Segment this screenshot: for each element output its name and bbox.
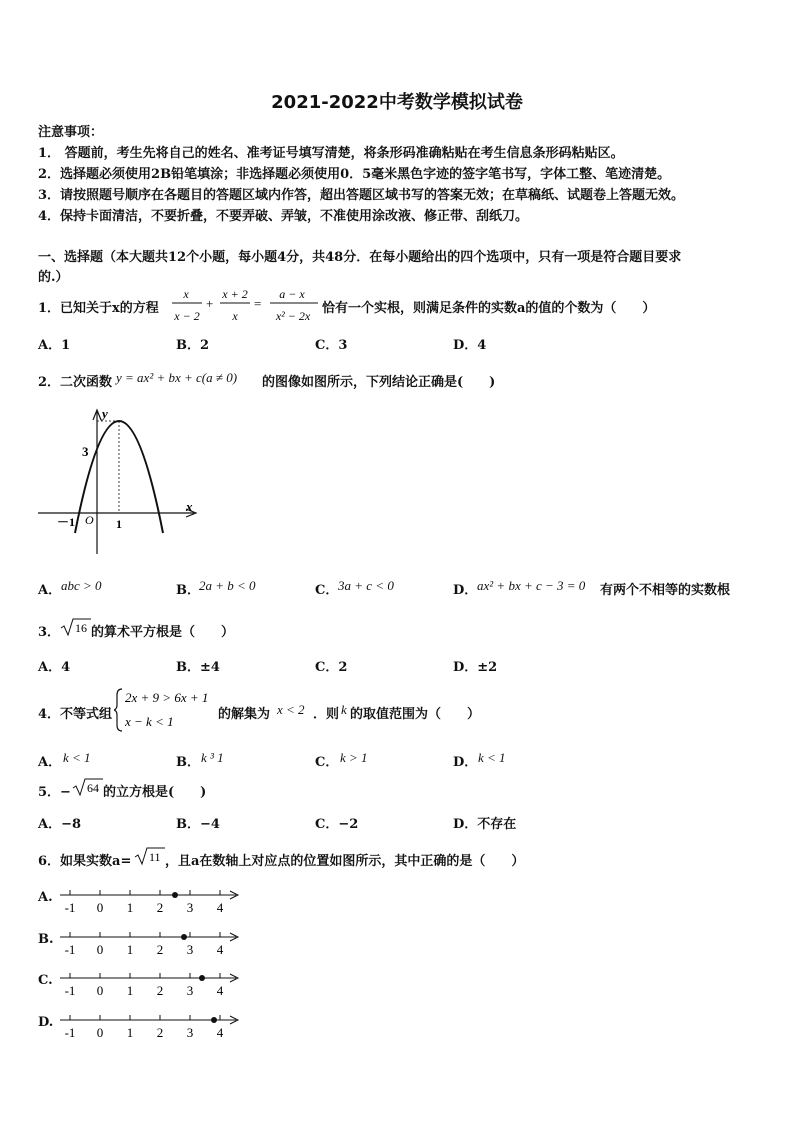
number-line-label: C. (38, 973, 53, 988)
q1-prefix: 1．已知关于x的方程 (38, 301, 159, 316)
number-line-tick-label: 0 (96, 942, 104, 957)
label-neg-one: －1 (57, 515, 76, 529)
q5-option-d: D．不存在 (453, 817, 517, 832)
number-line-tick-label: 3 (186, 900, 194, 915)
q4-option-b-label: B． (176, 755, 200, 770)
q4-middle: 的解集为 (218, 707, 271, 722)
number-line (60, 1010, 244, 1042)
q4-option-c-label: C． (315, 755, 339, 770)
number-line (60, 968, 244, 1000)
number-line-tick-label: 2 (156, 900, 164, 915)
number-line-tick-label: 4 (216, 1025, 224, 1040)
q2-option-b-label: B． (176, 583, 200, 598)
q1-equation (170, 284, 322, 328)
number-line-tick-label: 3 (186, 1025, 194, 1040)
y-label: y (102, 408, 108, 421)
number-line-tick-label: 3 (186, 983, 194, 998)
number-line-tick-label: -1 (64, 900, 76, 915)
q5-radicand: 64 (87, 781, 99, 795)
number-line-label: D. (38, 1015, 54, 1030)
q4-condition: x < 2 (277, 702, 305, 717)
q2-suffix: 的图像如图所示，下列结论正确是( ) (262, 375, 496, 390)
q4-option-d-expr: k < 1 (478, 750, 506, 765)
q4-k-variable: k (341, 702, 347, 717)
number-line-point (172, 892, 178, 898)
q2-formula: y = ax² + bx + c(a ≠ 0) (116, 370, 238, 385)
label-three: 3 (82, 444, 89, 459)
q2-option-c-label: C． (315, 583, 339, 598)
q2-option-b-expr: 2a + b < 0 (199, 578, 256, 593)
notice-item: 1． 答题前，考生先将自己的姓名、准考证号填写清楚，将条形码准确粘贴在考生信息条形码粘贴区。 (38, 146, 624, 161)
q1-option-c: C．3 (315, 338, 348, 353)
q4-line1: 2x + 9 > 6x + 1 (125, 690, 209, 705)
number-line-tick-label: 2 (156, 1025, 164, 1040)
q2-option-d-suffix: 有两个不相等的实数根 (600, 583, 731, 598)
number-line-point (181, 934, 187, 940)
number-line-tick-label: 0 (96, 900, 104, 915)
number-line-tick-label: 4 (216, 983, 224, 998)
q3-option-a: A．4 (38, 660, 71, 675)
number-line-tick-label: 1 (126, 1025, 134, 1040)
number-line-tick-label: 2 (156, 942, 164, 957)
q1-suffix: 恰有一个实根，则满足条件的实数a的值的个数为（ ） (322, 301, 656, 316)
notice-item: 2．选择题必须使用2B铅笔填涂；非选择题必须使用0．5毫米黑色字迹的签字笔书写，字体工整、笔迹清楚。 (38, 167, 671, 182)
number-line-tick-label: -1 (64, 983, 76, 998)
number-line-tick-label: 1 (126, 900, 134, 915)
q6-prefix: 6．如果实数a= (38, 854, 132, 869)
notice-item: 4．保持卡面清洁，不要折叠，不要弄破、弄皱，不准使用涂改液、修正带、刮纸刀。 (38, 209, 529, 224)
q1-frac1-num: x (183, 287, 189, 301)
q4-option-d-label: D． (453, 755, 478, 770)
section-heading-line2: 的.） (38, 270, 69, 285)
q2-option-a-expr: abc > 0 (61, 578, 102, 593)
q1-equals: = (254, 296, 262, 311)
number-line-tick-label: -1 (64, 1025, 76, 1040)
q5-radical (72, 777, 104, 797)
q4-prefix: 4．不等式组 (38, 707, 113, 722)
q1-option-b: B．2 (176, 338, 210, 353)
label-one: 1 (116, 517, 122, 531)
parabola-graph (36, 408, 200, 558)
q5-option-c: C．−2 (315, 817, 359, 832)
number-line-tick-label: -1 (64, 942, 76, 957)
q6-radical (134, 846, 166, 866)
number-line-tick-label: 0 (96, 1025, 104, 1040)
number-line-tick-label: 1 (126, 942, 134, 957)
q2-option-d-expr: ax² + bx + c − 3 = 0 (477, 578, 586, 593)
number-line-tick-label: 4 (216, 942, 224, 957)
page-title: 2021-2022中考数学模拟试卷 (271, 92, 523, 113)
q3-option-c: C．2 (315, 660, 348, 675)
label-origin: O (85, 513, 94, 527)
q4-option-a-expr: k < 1 (63, 750, 91, 765)
q3-prefix: 3． (38, 625, 61, 640)
q3-radical (60, 617, 92, 637)
q1-option-a: A．1 (38, 338, 71, 353)
q3-option-b: B．±4 (176, 660, 220, 675)
q1-option-d: D．4 (453, 338, 487, 353)
number-line-point (199, 975, 205, 981)
q2-option-d-label: D． (453, 583, 478, 598)
section-heading-line1: 一、选择题（本大题共12个小题，每小题4分，共48分．在每小题给出的四个选项中，只有一项是符合题目要求 (38, 250, 682, 265)
q4-line2: x − k < 1 (125, 714, 174, 729)
number-line-tick-label: 3 (186, 942, 194, 957)
q2-prefix: 2．二次函数 (38, 375, 113, 390)
q4-system (114, 687, 218, 733)
number-line-tick-label: 2 (156, 983, 164, 998)
q3-suffix: 的算术平方根是（ ） (91, 625, 235, 640)
q5-option-b: B．−4 (176, 817, 220, 832)
q4-option-a-label: A． (38, 755, 62, 770)
q6-suffix: ，且a在数轴上对应点的位置如图所示，其中正确的是（ ） (165, 854, 525, 869)
number-line-label: A. (38, 890, 53, 905)
number-line (60, 927, 244, 959)
q4-brace (114, 689, 122, 731)
notice-heading: 注意事项： (38, 125, 104, 140)
q1-plus: + (206, 296, 214, 311)
number-line-point (211, 1017, 217, 1023)
q4-option-b-expr: k ³ 1 (201, 750, 224, 765)
number-line (60, 885, 244, 917)
q3-option-d: D．±2 (453, 660, 498, 675)
q2-option-a-label: A． (38, 583, 62, 598)
q1-frac3-den: x² − 2x (275, 309, 311, 323)
q4-suffix: 的取值范围为（ ） (350, 707, 481, 722)
q4-middle2: ．则 (313, 707, 340, 722)
q5-prefix: 5．− (38, 785, 71, 800)
q1-frac2-num: x + 2 (222, 287, 248, 301)
q1-frac3-num: a − x (279, 287, 305, 301)
x-label: x (186, 499, 193, 514)
q4-option-c-expr: k > 1 (340, 750, 368, 765)
number-line-label: B. (38, 932, 54, 947)
q5-suffix: 的立方根是( ) (103, 785, 207, 800)
number-line-tick-label: 0 (96, 983, 104, 998)
q3-radicand: 16 (75, 621, 87, 635)
q1-frac2-den: x (232, 309, 238, 323)
number-line-tick-label: 4 (216, 900, 224, 915)
q1-frac1-den: x − 2 (174, 309, 200, 323)
q5-option-a: A．−8 (38, 817, 82, 832)
notice-item: 3．请按照题号顺序在各题目的答题区域内作答，超出答题区域书写的答案无效；在草稿纸、试题卷上答题无效。 (38, 188, 685, 203)
q2-option-c-expr: 3a + c < 0 (338, 578, 394, 593)
q6-radicand: 11 (149, 850, 161, 864)
number-line-tick-label: 1 (126, 983, 134, 998)
